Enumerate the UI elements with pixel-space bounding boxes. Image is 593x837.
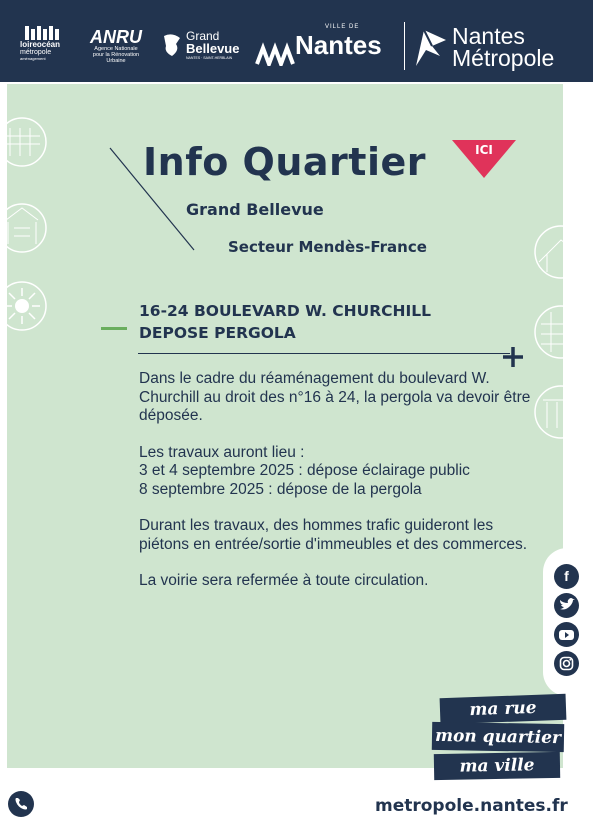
logo-text: NANTES · SAINT-HERBLAIN (186, 56, 233, 60)
slogan-ma-rue: ma rue (440, 694, 567, 724)
logo-text: aménagement (20, 56, 46, 61)
loire-ocean-icon (25, 26, 65, 40)
logo-text: loireocéan (20, 40, 61, 49)
header-divider (404, 22, 405, 70)
notice-heading-line: DEPOSE PERGOLA (139, 324, 296, 342)
logo-text: métropole (20, 49, 52, 56)
paragraph: La voirie sera refermée à toute circulation. (139, 572, 429, 589)
accent-dash (101, 327, 127, 330)
paragraph: Durant les travaux, des hommes trafic guideront les piétons en entrée/sortie d'immeubles et des commerces. (139, 517, 528, 553)
logo-text: pour la Rénovation (92, 52, 140, 58)
footer-url[interactable]: metropole.nantes.fr (375, 796, 568, 816)
decorative-circles-left (0, 110, 60, 370)
nantes-wordmark: Nantes (295, 30, 382, 60)
notice-heading-line: 16-24 BOULEVARD W. CHURCHILL (139, 302, 432, 320)
nantes-wave-icon (255, 40, 295, 66)
twitter-bird-icon (554, 593, 579, 618)
header-bar (0, 0, 593, 82)
fine-print-strip (573, 200, 581, 530)
metropole-flag-icon (412, 26, 448, 68)
schedule-line: 8 septembre 2025 : dépose de la pergola (139, 480, 422, 498)
phone-glyph (8, 791, 34, 817)
anru-wordmark: ANRU (90, 27, 142, 47)
plus-icon (503, 347, 523, 367)
instagram-icon[interactable] (554, 651, 579, 676)
youtube-play-icon (554, 622, 579, 647)
phone-icon[interactable] (8, 791, 34, 817)
schedule-intro: Les travaux auront lieu : (139, 443, 305, 461)
slogan-mon-quartier: mon quartier (432, 722, 564, 752)
logo-text: Agence Nationale (94, 46, 138, 52)
logo-text: Bellevue (186, 41, 240, 56)
logo-text: Nantes (452, 23, 525, 49)
youtube-icon[interactable] (554, 622, 579, 647)
facebook-icon[interactable]: f (554, 564, 579, 589)
logo-text: Urbaine (106, 58, 126, 64)
paragraph: Dans le cadre du réaménagement du boulevard W. Churchill au droit des n°16 à 24, la pergola va devoir être déposée. (139, 370, 531, 424)
ici-badge-label: ICI (475, 143, 493, 157)
separator-line (138, 353, 510, 354)
bellevue-icon (162, 32, 182, 58)
sector-name: Secteur Mendès-France (228, 238, 427, 256)
paragraph-schedule (139, 444, 539, 500)
neighbourhood-name: Grand Bellevue (186, 200, 324, 219)
notice-heading (139, 300, 431, 344)
notice-body (139, 370, 539, 609)
logo-loire-ocean (20, 26, 70, 61)
logo-text: Grand (186, 29, 220, 43)
schedule-line: 3 et 4 septembre 2025 : dépose éclairage public (139, 462, 470, 479)
logo-text: Métropole (452, 45, 555, 71)
logo-anru (76, 28, 156, 64)
instagram-camera-icon (554, 651, 579, 676)
page-title: Info Quartier (143, 140, 427, 184)
ici-badge (450, 138, 518, 180)
social-links (543, 548, 591, 696)
slogan-ma-ville: ma ville (434, 752, 560, 780)
logo-text: VILLE DE (325, 24, 360, 30)
twitter-icon[interactable] (554, 593, 579, 618)
